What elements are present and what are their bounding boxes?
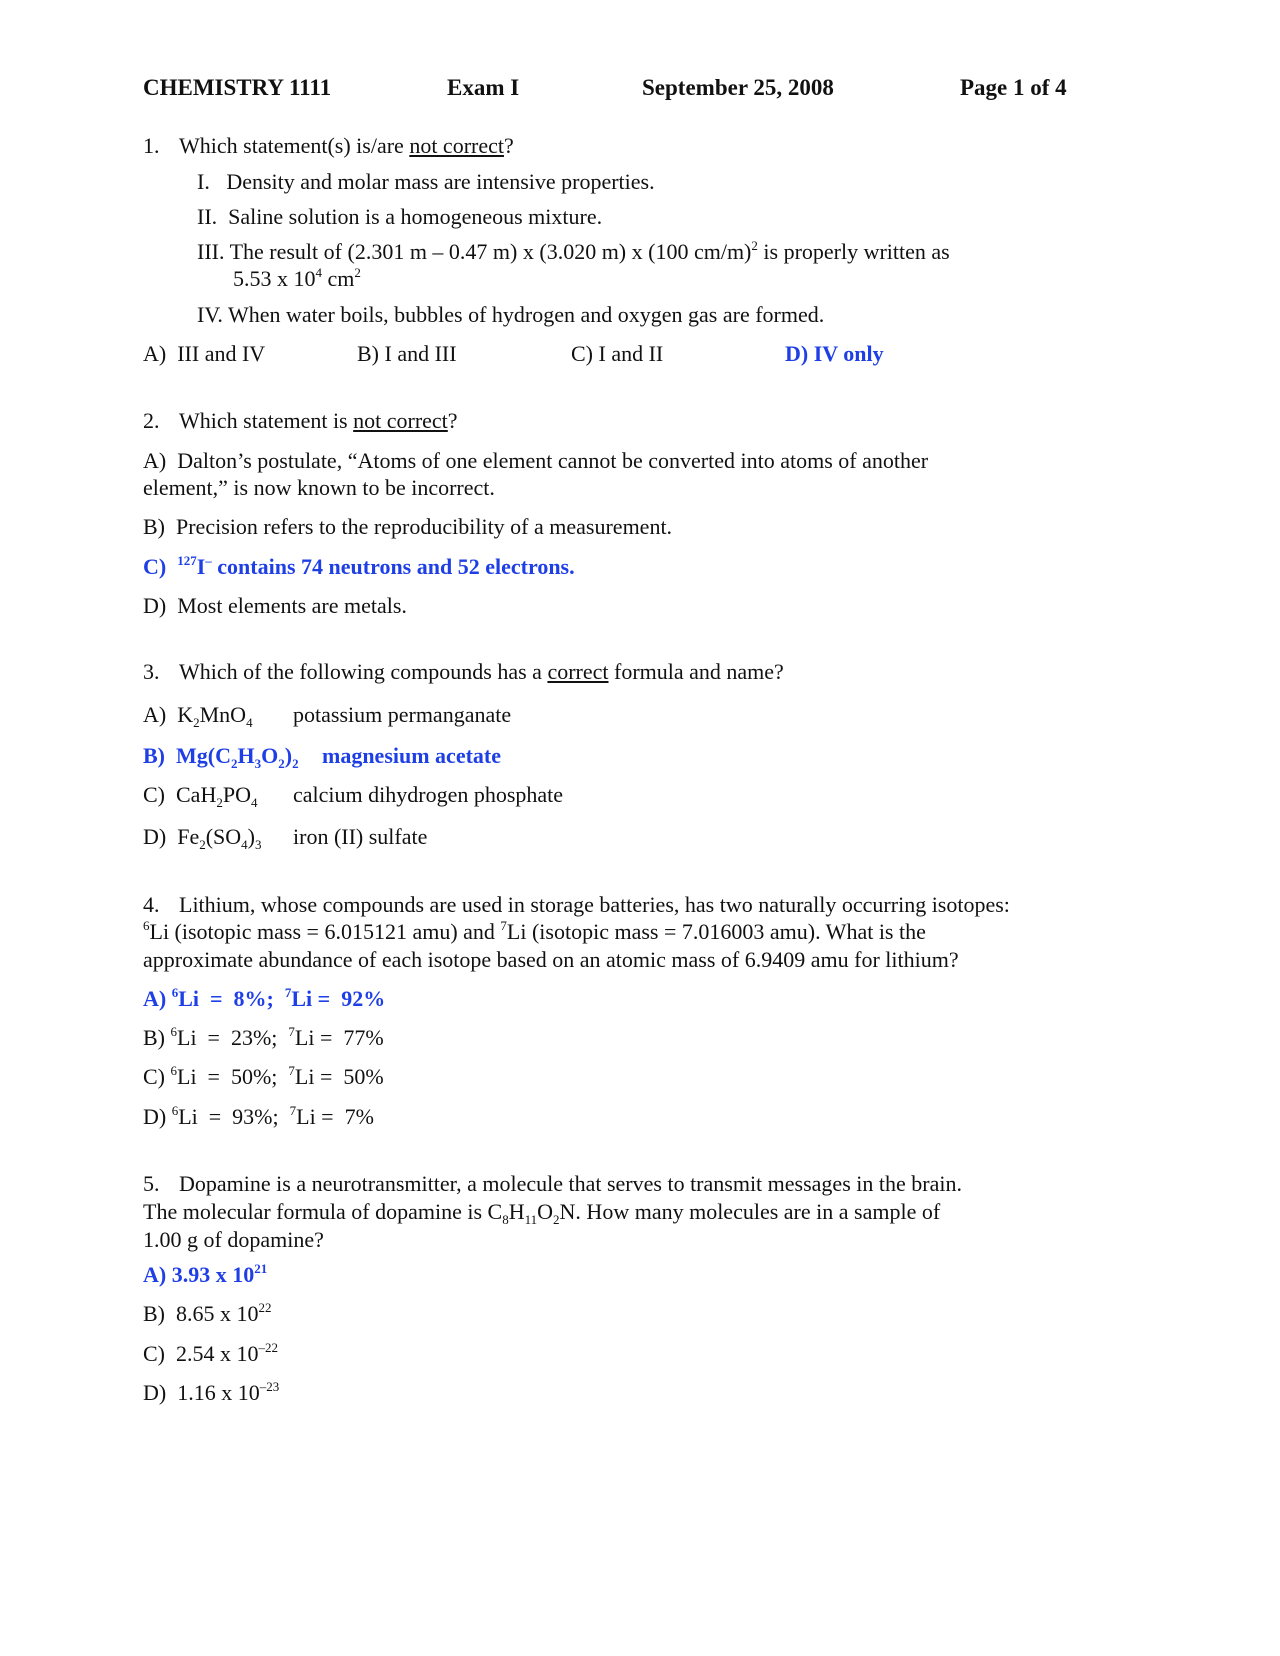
element-symbol: I [196,554,206,579]
mass-number: 6 [143,918,150,933]
stem-text-end: N. How many molecules are in a sample of [559,1199,941,1224]
question-4-option-b [143,1024,384,1052]
mass-number: 127 [177,553,197,568]
stem-text-end: Li (isotopic mass = 7.016003 amu). What is the [506,919,926,944]
question-5-option-a-answer [143,1261,267,1289]
question-2-option-a: A) Dalton’s postulate, “Atoms of one element cannot be converted into atoms of another [143,448,929,473]
option-label: A) [143,702,178,727]
question-5-option-c [143,1340,278,1368]
question-5-number: 5. [143,1171,160,1196]
abundance-1: Li = 93%; [178,1104,290,1129]
statement-3-text-end: is properly written as [757,239,950,264]
question-1-statement-3-continued [233,265,361,293]
question-2-stem [179,407,458,435]
question-1-option-b: B) I and III [357,341,457,366]
question-4-option-d [143,1103,374,1131]
mass-number: 6 [170,1024,177,1039]
question-3-stem [179,658,784,686]
mass-number: 7 [500,918,507,933]
stem-text: The molecular formula of dopamine is C [143,1199,503,1224]
formula-fe2so43: D) $Fe_2(SO_4)_3$ [143,824,262,852]
question-3-option-c [143,781,563,809]
option-label: B) [143,743,176,768]
question-1-number: 1. [143,133,160,158]
abundance-1: Li = 8%; [178,986,285,1011]
question-2-option-a-continued: element,” is now known to be incorrect. [143,475,495,500]
stem-underlined: not correct [409,133,504,158]
exponent: 4 [315,265,322,280]
question-4-stem-line-2 [143,918,926,946]
page-number: Page 1 of 4 [960,75,1067,100]
abundance-2: Li = 7% [296,1104,374,1129]
compound-name: magnesium acetate [322,743,502,768]
question-3-option-d [143,823,427,851]
statement-3-text: III. The result of (2.301 m – 0.47 m) x (3.020 m) x (100 cm/m) [197,239,752,264]
option-label: C) [143,554,178,579]
option-value: D) 1.16 x 10 [143,1380,260,1405]
mass-number: 7 [288,1063,295,1078]
exponent: –23 [259,1379,280,1394]
question-5-option-b [143,1300,272,1328]
value-text: 5.53 x 10 [233,266,316,291]
stem-text: Which statement(s) is/are [179,133,410,158]
element-h: H [508,1199,525,1224]
question-1-statement-1: I. Density and molar mass are intensive properties. [197,169,655,194]
abundance-2: Li = 77% [294,1025,384,1050]
question-2-number: 2. [143,408,160,433]
question-1-statement-2: II. Saline solution is a homogeneous mixture. [197,204,603,229]
option-value: A) 3.93 x 10 [143,1262,255,1287]
question-4-option-c [143,1063,384,1091]
mass-number: 6 [171,1103,179,1118]
option-value: B) 8.65 x 10 [143,1301,259,1326]
unit-text: cm [322,266,355,291]
abundance-2: Li = 50% [294,1064,384,1089]
formula-k2mno4: A) $K_2MnO_4$ [143,702,253,730]
exponent: –22 [258,1340,278,1355]
exponent: 22 [258,1300,272,1315]
question-5-stem-line-2 [143,1198,940,1226]
element-o: O [537,1199,554,1224]
exam-date: September 25, 2008 [642,75,834,100]
stem-text: Which of the following compounds has a [179,659,548,684]
unit-exponent: 2 [354,265,361,280]
question-1-option-c: C) I and II [571,341,664,366]
question-5-stem-line-3: 1.00 g of dopamine? [143,1227,324,1252]
stem-text-end: ? [447,408,458,433]
option-label: B) [143,1025,171,1050]
abundance-2: Li = 92% [291,986,386,1011]
exam-title: Exam I [447,75,520,100]
mass-number: 7 [288,1024,295,1039]
question-4-number: 4. [143,892,160,917]
question-3-number: 3. [143,659,160,684]
subscript: 11 [524,1212,538,1227]
question-1-statement-3 [197,238,950,266]
question-1-option-a: A) III and IV [143,341,266,366]
abundance-1: Li = 23%; [177,1025,289,1050]
exponent: 2 [751,238,758,253]
formula-magnesium-acetate: B) $Mg(C_2H_3O_2)_2$ [143,743,299,771]
question-5-stem-line-1: Dopamine is a neurotransmitter, a molecule that serves to transmit messages in the brain. [179,1171,962,1196]
stem-text: Which statement is [179,408,354,433]
stem-text-end: ? [503,133,514,158]
option-label: C) [143,782,176,807]
question-5-option-d [143,1379,279,1407]
question-2-option-d: D) Most elements are metals. [143,593,407,618]
compound-name: potassium permanganate [293,702,512,727]
question-2-option-c-answer [143,553,575,581]
abundance-1: Li = 50%; [177,1064,289,1089]
question-3-option-a [143,701,511,729]
mass-number: 7 [289,1103,297,1118]
mass-number: 7 [284,985,292,1000]
stem-underlined: correct [547,659,609,684]
option-label: D) [143,824,178,849]
course-title: CHEMISTRY 1111 [143,75,332,100]
question-1-option-d-answer: D) IV only [785,341,884,366]
option-label: C) [143,1064,171,1089]
question-1-statement-4: IV. When water boils, bubbles of hydrogen and oxygen gas are formed. [197,302,825,327]
subscript: 8 [502,1212,509,1227]
mass-number: 6 [170,1063,177,1078]
option-value: C) 2.54 x 10 [143,1341,259,1366]
exponent: 21 [254,1261,268,1276]
ion-charge: – [205,553,212,568]
stem-text-end: formula and name? [608,659,784,684]
option-label: D) [143,1104,172,1129]
question-4-stem-line-1: Lithium, whose compounds are used in storage batteries, has two naturally occurring isotopes: [179,892,1010,917]
mass-number: 6 [171,985,179,1000]
stem-underlined: not correct [353,408,448,433]
compound-name: calcium dihydrogen phosphate [293,782,564,807]
stem-text: Li (isotopic mass = 6.015121 amu) and [149,919,501,944]
compound-name: iron (II) sulfate [293,824,428,849]
formula-cah2po4: C) $CaH_2PO_4$ [143,782,258,810]
option-label: A) [143,986,172,1011]
question-4-stem-line-3: approximate abundance of each isotope based on an atomic mass of 6.9409 amu for lithium? [143,947,959,972]
question-3-option-b-answer [143,742,501,770]
question-2-option-b: B) Precision refers to the reproducibility of a measurement. [143,514,673,539]
question-1-stem [179,132,514,160]
option-text: contains 74 neutrons and 52 electrons. [211,554,575,579]
question-4-option-a-answer [143,985,385,1013]
subscript: 2 [553,1212,560,1227]
